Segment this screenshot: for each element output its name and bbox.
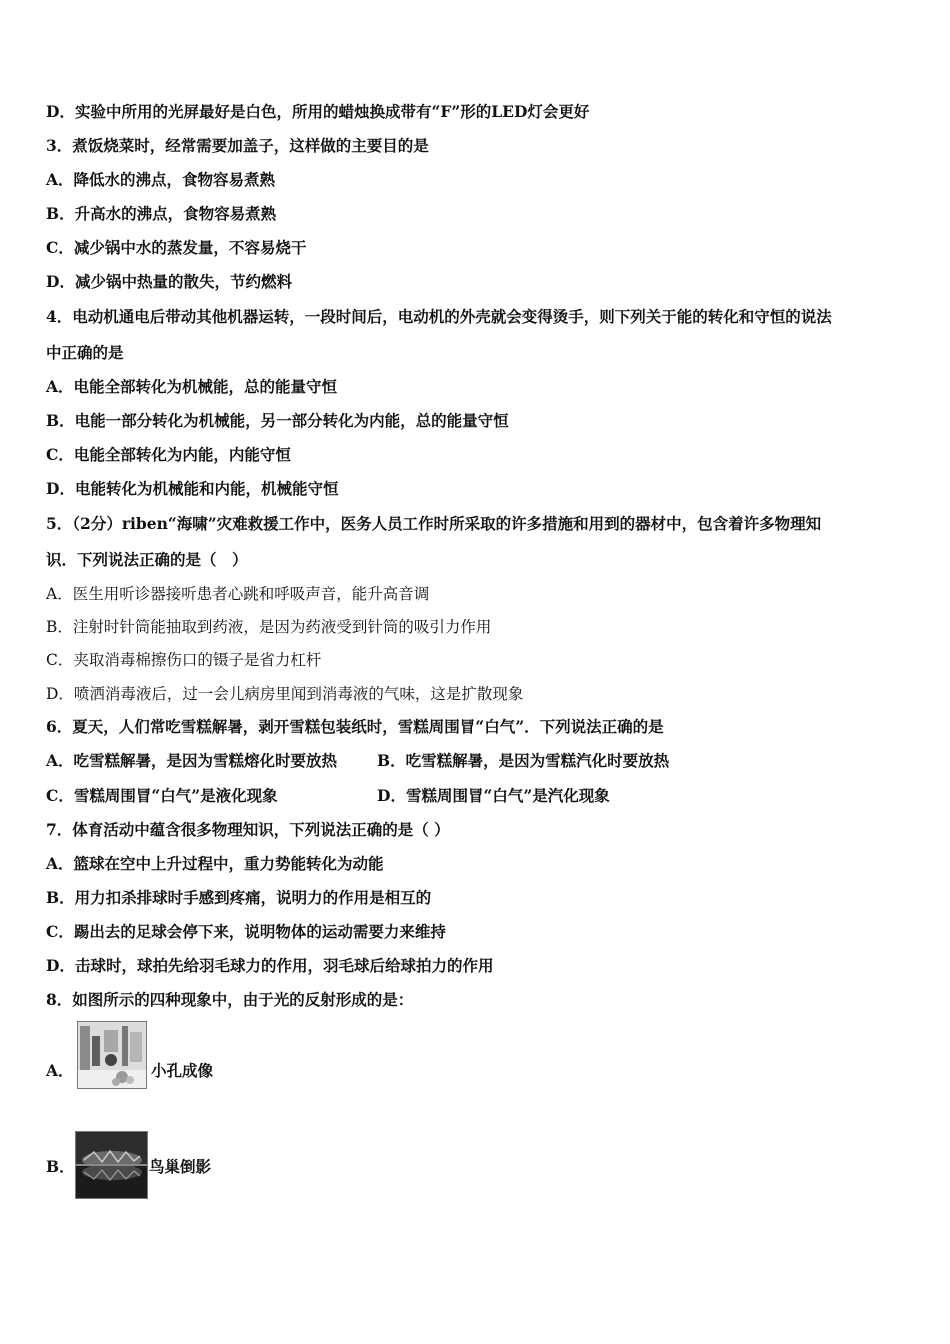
q6-option-d: D．雪糕周围冒“白气”是汽化现象 <box>377 786 610 805</box>
q8-option-a-caption: 小孔成像 <box>151 1061 214 1080</box>
q6-option-b: B．吃雪糕解暑，是因为雪糕汽化时要放热 <box>377 751 670 770</box>
q5-option-d: D．喷洒消毒液后，过一会儿病房里闻到消毒液的气味，这是扩散现象 <box>46 685 524 703</box>
q7-option-a: A．篮球在空中上升过程中，重力势能转化为动能 <box>46 854 384 873</box>
q3-option-d: D．减少锅中热量的散失，节约燃料 <box>46 272 292 291</box>
q5-option-a: A．医生用听诊器接听患者心跳和呼吸声音，能升高音调 <box>46 585 430 603</box>
q7-option-b: B．用力扣杀排球时手感到疼痛，说明力的作用是相互的 <box>46 888 432 907</box>
q4-option-c: C．电能全部转化为内能，内能守恒 <box>46 445 291 464</box>
q4-stem-line1: 4．电动机通电后带动其他机器运转，一段时间后，电动机的外壳就会变得烫手，则下列关于能的转化和守恒的说法 <box>46 307 832 326</box>
q3-option-c: C．减少锅中水的蒸发量，不容易烧干 <box>46 238 307 257</box>
q5-option-b: B．注射时针筒能抽取到药液，是因为药液受到针筒的吸引力作用 <box>46 618 492 636</box>
q6-option-c: C．雪糕周围冒“白气”是液化现象 <box>46 786 278 805</box>
q3-stem: 3．煮饭烧菜时，经常需要加盖子，这样做的主要目的是 <box>46 136 429 155</box>
q8-option-b-caption: 鸟巢倒影 <box>149 1157 212 1176</box>
q7-option-d: D．击球时，球拍先给羽毛球力的作用，羽毛球后给球拍力的作用 <box>46 956 494 975</box>
q4-option-d: D．电能转化为机械能和内能，机械能守恒 <box>46 479 339 498</box>
q8-option-a-letter: A． <box>46 1061 74 1080</box>
q6-option-a: A．吃雪糕解暑，是因为雪糕熔化时要放热 <box>46 751 338 770</box>
q4-option-a: A．电能全部转化为机械能，总的能量守恒 <box>46 377 338 396</box>
q5-stem-line1: 5．（2分）riben“海啸”灾难救援工作中，医务人员工作时所采取的许多措施和用到的器材中，包含着许多物理知 <box>46 514 822 533</box>
q3-option-a: A．降低水的沸点，食物容易煮熟 <box>46 170 276 189</box>
pinhole-illustration <box>78 1022 146 1088</box>
birds-nest-reflection-image <box>75 1131 148 1199</box>
q5-stem-line2: 识．下列说法正确的是（ ） <box>46 550 248 569</box>
q6-stem: 6．夏天，人们常吃雪糕解暑，剥开雪糕包装纸时，雪糕周围冒“白气”．下列说法正确的是 <box>46 717 664 736</box>
q7-option-c: C．踢出去的足球会停下来，说明物体的运动需要力来维持 <box>46 922 446 941</box>
q8-option-b-letter: B． <box>46 1157 75 1176</box>
q4-stem-line2: 中正确的是 <box>46 343 124 362</box>
pinhole-image <box>77 1021 147 1089</box>
birds-nest-illustration <box>76 1132 147 1198</box>
q8-stem: 8．如图所示的四种现象中，由于光的反射形成的是： <box>46 990 414 1009</box>
q2-option-d: D．实验中所用的光屏最好是白色，所用的蜡烛换成带有“F”形的LED灯会更好 <box>46 102 590 121</box>
q4-option-b: B．电能一部分转化为机械能，另一部分转化为内能，总的能量守恒 <box>46 411 509 430</box>
q3-option-b: B．升高水的沸点，食物容易煮熟 <box>46 204 277 223</box>
q7-stem: 7．体育活动中蕴含很多物理知识，下列说法正确的是（ ） <box>46 820 450 839</box>
q5-option-c: C．夹取消毒棉擦伤口的镊子是省力杠杆 <box>46 651 322 669</box>
